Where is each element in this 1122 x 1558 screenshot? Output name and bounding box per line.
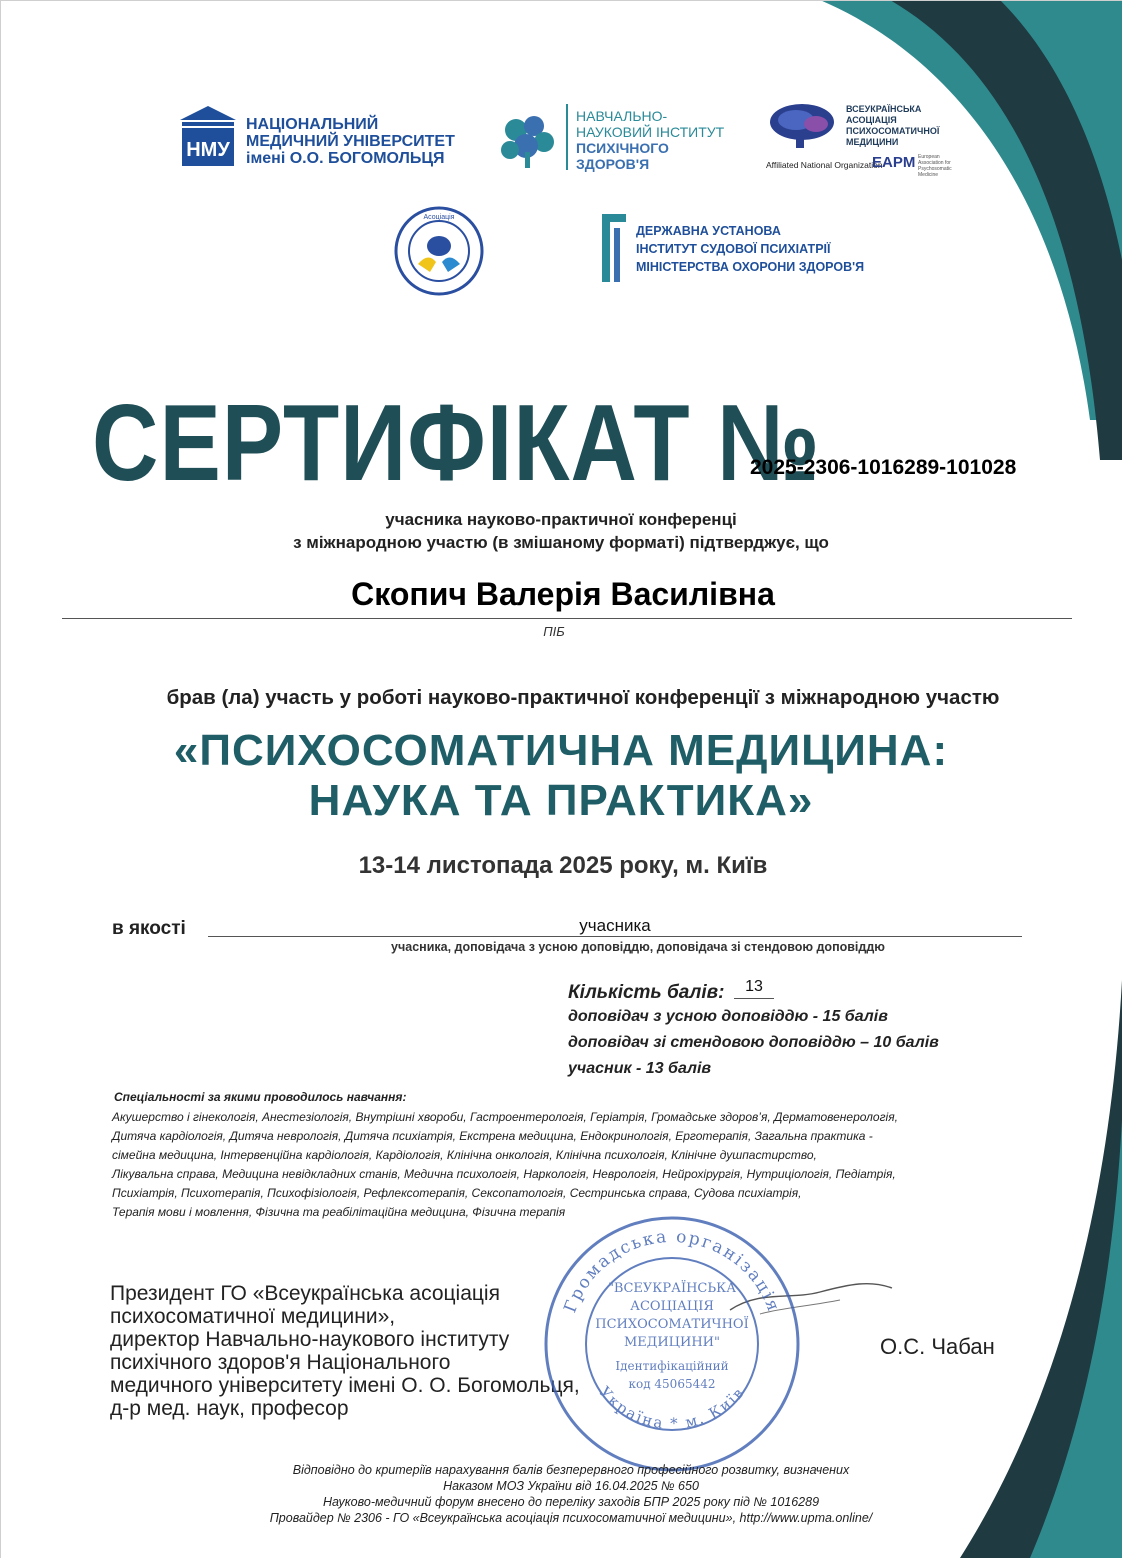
specialties-line: сімейна медицина, Інтервенційна кардіологія, Кардіологія, Клінічна онкологія, Клінічна психологія, Клінічне душпастирство, bbox=[112, 1148, 817, 1162]
signature-line: д-р мед. наук, професор bbox=[110, 1397, 349, 1420]
points-value: 13 bbox=[745, 978, 763, 995]
association-brain-icon bbox=[766, 100, 838, 150]
nmu-abbr: НМУ bbox=[186, 139, 230, 161]
signature-line: Президент ГО «Всеукраїнська асоціація bbox=[110, 1282, 500, 1305]
institute-line-3: ПСИХІЧНОГО bbox=[576, 140, 669, 156]
role-caption: учасника, доповідача з усною доповіддю, доповідача зі стендовою доповіддю bbox=[391, 940, 885, 954]
certificate-title: СЕРТИФІКАТ № bbox=[92, 383, 821, 504]
points-line-3: учасник - 13 балів bbox=[568, 1060, 712, 1077]
points-line-1: доповідач з усною доповіддю - 15 балів bbox=[568, 1008, 888, 1025]
specialties-heading: Спеціальності за якими проводилось навчання: bbox=[114, 1090, 407, 1104]
official-stamp bbox=[540, 1212, 804, 1476]
signature-title bbox=[110, 1282, 580, 1420]
specialties-line: Акушерство і гінекологія, Анестезіологія, Внутрішні хвороби, Гастроентерологія, Геріатрія, Громадське здоров’я, Дерматовенерологія, bbox=[112, 1110, 898, 1124]
nmu-line-1: НАЦІОНАЛЬНИЙ bbox=[246, 116, 379, 133]
round-association-logo bbox=[394, 206, 484, 296]
nmu-line-2: МЕДИЧНИЙ УНІВЕРСИТЕТ bbox=[246, 133, 455, 150]
nmu-line-3: імені О.О. БОГОМОЛЬЦЯ bbox=[246, 150, 445, 167]
stamp-line-6: код 45065442 bbox=[628, 1377, 716, 1391]
signature-line: психічного здоров'я Національного bbox=[110, 1351, 451, 1374]
round-logo-text: Асоціація bbox=[423, 214, 455, 221]
association-name bbox=[846, 104, 939, 148]
specialties-line: Лікувальна справа, Медицина невідкладних станів, Медична психологія, Наркологія, Неврологія, Нейрохірургія, Нутриціологія, Педіатрія, bbox=[112, 1167, 896, 1181]
institute-line-2: НАУКОВИЙ ІНСТИТУТ bbox=[576, 124, 725, 140]
footer-line: Наказом МОЗ України від 16.04.2025 № 650 bbox=[443, 1479, 699, 1493]
association-line-4: МЕДИЦИНИ bbox=[846, 137, 899, 147]
stamp-line-1: "ВСЕУКРАЇНСЬКА bbox=[607, 1281, 737, 1296]
signature-line: медичного університету імені О. О. Богомольця, bbox=[110, 1374, 580, 1397]
name-caption: ПІБ bbox=[543, 624, 565, 639]
association-line-1: ВСЕУКРАЇНСЬКА bbox=[846, 104, 922, 114]
participant-name: Скопич Валерія Василівна bbox=[351, 576, 775, 612]
stamp-bottom-text: Україна * м. Київ bbox=[595, 1382, 749, 1433]
stamp-line-2: АСОЦІАЦІЯ bbox=[630, 1299, 714, 1314]
role-value: учасника bbox=[579, 916, 651, 935]
subtitle-line-2: з міжнародною участю (в змішаному форматі) підтверджує, що bbox=[293, 533, 829, 552]
points-label: Кількість балів: bbox=[568, 982, 725, 1003]
signature-line: директор Навчально-наукового інституту bbox=[110, 1328, 510, 1351]
conference-date: 13-14 листопада 2025 року, м. Київ bbox=[358, 852, 768, 879]
specialties-line: Психіатрія, Психотерапія, Психофізіологія, Рефлексотерапія, Сексопатологія, Сестринська справа, Судова психіатрія, bbox=[112, 1186, 802, 1200]
subtitle-line-1: учасника науково-практичної конференці bbox=[385, 510, 737, 529]
brain-icon bbox=[498, 112, 558, 170]
institute-divider bbox=[566, 104, 568, 170]
name-underline bbox=[62, 618, 1072, 619]
eapm-description: European Association for Psychosomatic Medicine bbox=[918, 154, 952, 178]
conference-title-line-1: «ПСИХОСОМАТИЧНА МЕДИЦИНА: bbox=[173, 726, 949, 775]
footer-notes bbox=[0, 1462, 1122, 1526]
nmu-logo bbox=[178, 104, 238, 175]
forensic-line-1: ДЕРЖАВНА УСТАНОВА bbox=[636, 224, 781, 238]
association-line-2: АСОЦІАЦІЯ bbox=[846, 115, 897, 125]
stamp-line-4: МЕДИЦИНИ" bbox=[623, 1335, 721, 1350]
forensic-bracket-icon bbox=[602, 214, 628, 282]
forensic-line-2: ІНСТИТУТ СУДОВОЇ ПСИХІАТРІЇ bbox=[636, 242, 831, 256]
forensic-name bbox=[636, 222, 864, 276]
specialties-line: Дитяча кардіологія, Дитяча неврологія, Дитяча психіатрія, Екстрена медицина, Ендокринологія, Ерготерапія, Загальна практика - bbox=[112, 1129, 873, 1143]
specialties-line: Терапія мови і мовлення, Фізична та реабілітаційна медицина, Фізична терапія bbox=[112, 1205, 566, 1219]
role-label: в якості bbox=[112, 918, 186, 939]
stamp-line-5: Ідентифікаційний bbox=[615, 1359, 729, 1373]
association-line-3: ПСИХОСОМАТИЧНОЇ bbox=[846, 126, 940, 136]
points-underline bbox=[734, 998, 774, 999]
signature-line: психосоматичної медицини», bbox=[110, 1305, 396, 1328]
affiliated-text: Affiliated National Organization bbox=[766, 160, 883, 170]
role-underline bbox=[208, 936, 1022, 937]
forensic-line-3: МІНІСТЕРСТВА ОХОРОНИ ЗДОРОВ'Я bbox=[636, 260, 865, 274]
eapm-logo: EAPM bbox=[872, 154, 916, 171]
specialties-list bbox=[112, 1108, 1072, 1222]
stamp-line-3: ПСИХОСОМАТИЧНОЇ bbox=[595, 1317, 749, 1332]
nmu-name bbox=[246, 116, 455, 167]
certificate-number: 2025-2306-1016289-101028 bbox=[750, 456, 1017, 479]
stamp-outer-text: Громадська організація bbox=[560, 1226, 784, 1316]
institute-line-4: ЗДОРОВ'Я bbox=[576, 156, 650, 172]
points-line-2: доповідач зі стендовою доповіддю – 10 балів bbox=[568, 1034, 939, 1051]
participation-text: брав (ла) участь у роботі науково-практичної конференції з міжнародною участю bbox=[166, 686, 1000, 709]
institute-name bbox=[576, 108, 724, 172]
footer-line: Науково-медичний форум внесено до переліку заходів БПР 2025 року під № 1016289 bbox=[322, 1495, 820, 1509]
signer-name: О.С. Чабан bbox=[880, 1334, 995, 1359]
conference-title-line-2: НАУКА ТА ПРАКТИКА» bbox=[308, 776, 814, 825]
institute-line-1: НАВЧАЛЬНО- bbox=[576, 108, 668, 124]
footer-line: Відповідно до критеріїв нарахування балів безперервного професійного розвитку, визначених bbox=[292, 1463, 850, 1477]
footer-line: Провайдер № 2306 - ГО «Всеукраїнська асоціація психосоматичної медицини», http://www.upma.online/ bbox=[269, 1511, 873, 1525]
nmu-emblem-icon bbox=[178, 104, 238, 170]
